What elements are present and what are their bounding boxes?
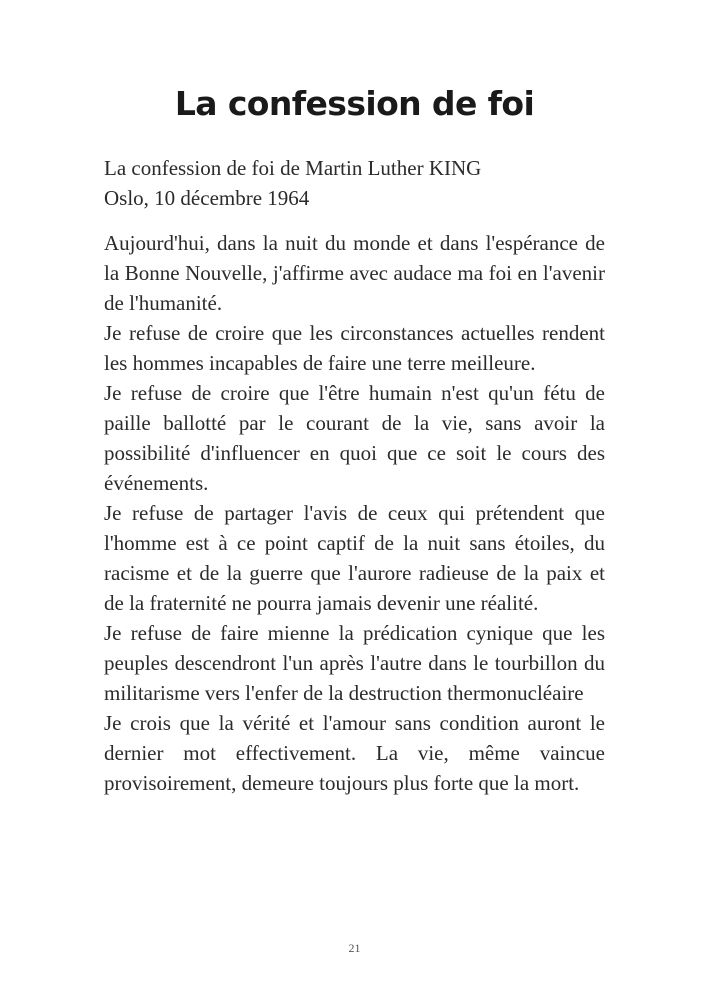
body-text [104, 228, 605, 798]
page-title: La confession de foi [174, 84, 535, 123]
subtitle-author-line: La confession de foi de Martin Luther KING [104, 156, 482, 180]
page-number: 21 [348, 941, 361, 955]
paragraph: Je refuse de croire que l'être humain n'est qu'un fétu de paille ballotté par le courant de la vie, sans avoir la possibilité d'influencer en quoi que ce soit le cours des événements. [104, 381, 605, 495]
subtitle-block [104, 153, 624, 213]
paragraph: Aujourd'hui, dans la nuit du monde et dans l'espérance de la Bonne Nouvelle, j'affirme avec audace ma foi en l'avenir de l'humanité. [104, 231, 605, 315]
paragraph: Je refuse de faire mienne la prédication cynique que les peuples descendront l'un après l'autre dans le tourbillon du militarisme vers l'enfer de la destruction thermonucléaire [104, 621, 605, 705]
paragraph: Je crois que la vérité et l'amour sans condition auront le dernier mot effectivement. La vie, même vaincue provisoirement, demeure toujours plus forte que la mort. [104, 711, 605, 795]
subtitle-date-line: Oslo, 10 décembre 1964 [104, 186, 310, 210]
paragraph: Je refuse de partager l'avis de ceux qui prétendent que l'homme est à ce point captif de la nuit sans étoiles, du racisme et de la guerre que l'aurore radieuse de la paix et de la fraternité ne pourra jamais devenir une réalité. [104, 501, 605, 615]
paragraph: Je refuse de croire que les circonstances actuelles rendent les hommes incapables de faire une terre meilleure. [104, 321, 605, 375]
